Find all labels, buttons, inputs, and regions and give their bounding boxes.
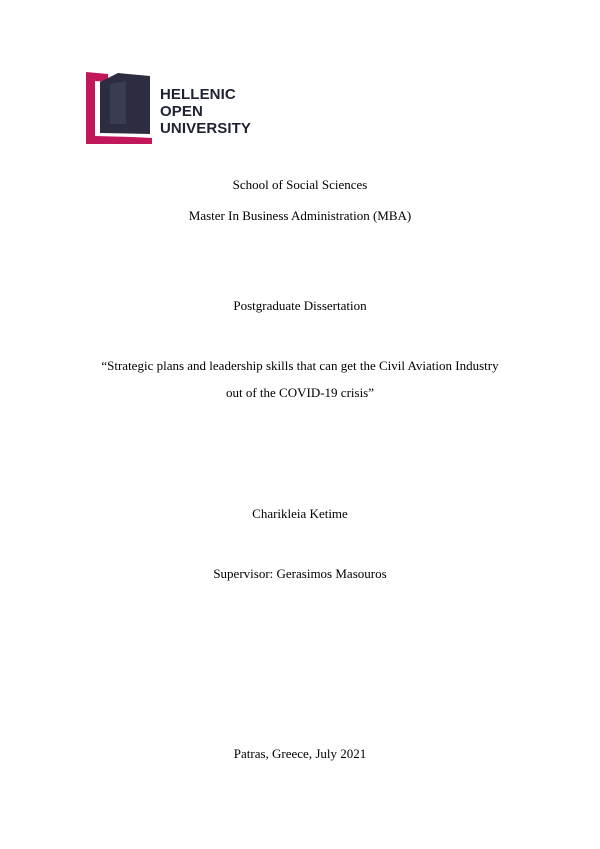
place-and-date: Patras, Greece, July 2021 — [233, 746, 367, 761]
university-logo — [86, 72, 256, 146]
dissertation-title-line-1: “Strategic plans and leadership skills that can get the Civil Aviation Industry — [101, 358, 499, 373]
university-name — [160, 86, 251, 137]
logo-line-university: UNIVERSITY — [160, 120, 252, 137]
document-type: Postgraduate Dissertation — [233, 298, 367, 313]
dissertation-title-line-2: out of the COVID-19 crisis” — [225, 385, 375, 400]
program-name: Master In Business Administration (MBA) — [188, 208, 412, 223]
supervisor-name: Supervisor: Gerasimos Masouros — [213, 566, 387, 581]
logo-line-hellenic: HELLENIC — [160, 86, 236, 103]
university-emblem-icon — [86, 72, 158, 146]
logo-line-open: OPEN — [160, 103, 203, 120]
author-name: Charikleia Ketime — [252, 506, 348, 521]
school-name: School of Social Sciences — [232, 177, 368, 192]
